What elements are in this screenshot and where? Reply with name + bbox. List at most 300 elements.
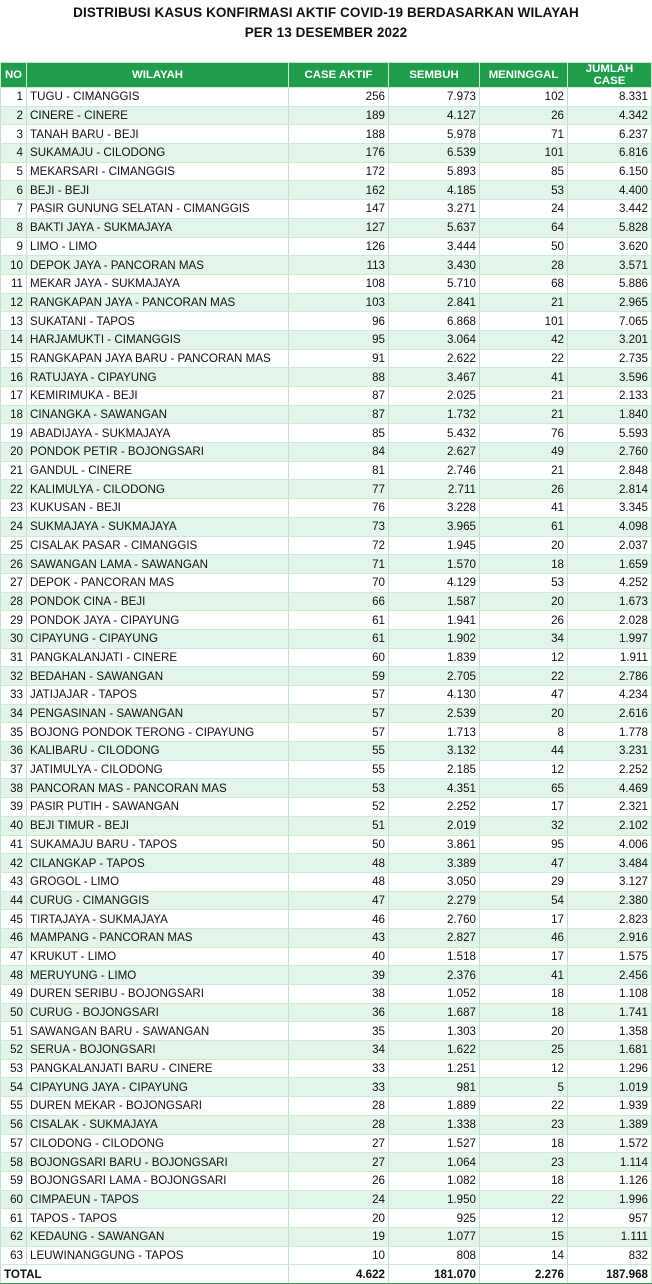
cell-no: 49 <box>1 985 27 1004</box>
table-row <box>1 106 652 125</box>
cell-no: 38 <box>1 779 27 798</box>
table-row <box>1 928 652 947</box>
cell-case-aktif: 39 <box>289 966 389 985</box>
cell-jumlah-case: 2.735 <box>568 349 652 368</box>
table-row <box>1 1171 652 1190</box>
cell-no: 3 <box>1 125 27 144</box>
cell-no: 15 <box>1 349 27 368</box>
cell-no: 17 <box>1 387 27 406</box>
cell-meninggal: 44 <box>480 742 568 761</box>
cell-meninggal: 85 <box>480 162 568 181</box>
cell-case-aktif: 108 <box>289 274 389 293</box>
cell-jumlah-case: 2.848 <box>568 461 652 480</box>
cell-no: 43 <box>1 872 27 891</box>
cell-wilayah: SUKAMAJU BARU - TAPOS <box>27 835 289 854</box>
cell-no: 34 <box>1 704 27 723</box>
table-row <box>1 947 652 966</box>
cell-meninggal: 28 <box>480 256 568 275</box>
cell-sembuh: 6.539 <box>389 144 480 163</box>
cell-case-aktif: 103 <box>289 293 389 312</box>
cell-case-aktif: 96 <box>289 312 389 331</box>
cell-case-aktif: 38 <box>289 985 389 1004</box>
cell-jumlah-case: 1.659 <box>568 555 652 574</box>
cell-wilayah: BEJI TIMUR - BEJI <box>27 816 289 835</box>
cell-no: 11 <box>1 274 27 293</box>
cell-wilayah: LIMO - LIMO <box>27 237 289 256</box>
cell-meninggal: 49 <box>480 443 568 462</box>
cell-jumlah-case: 1.911 <box>568 648 652 667</box>
cell-wilayah: BAKTI JAYA - SUKMAJAYA <box>27 218 289 237</box>
cell-jumlah-case: 4.342 <box>568 106 652 125</box>
cell-jumlah-case: 2.380 <box>568 891 652 910</box>
cell-sembuh: 1.687 <box>389 1003 480 1022</box>
cell-wilayah: PONDOK CINA - BEJI <box>27 592 289 611</box>
cell-wilayah: SUKATANI - TAPOS <box>27 312 289 331</box>
cell-meninggal: 95 <box>480 835 568 854</box>
table-row <box>1 1003 652 1022</box>
cell-meninggal: 26 <box>480 480 568 499</box>
cell-meninggal: 14 <box>480 1246 568 1265</box>
table-row <box>1 162 652 181</box>
cell-meninggal: 18 <box>480 555 568 574</box>
cell-meninggal: 20 <box>480 592 568 611</box>
cell-wilayah: CURUG - CIMANGGIS <box>27 891 289 910</box>
cell-case-aktif: 28 <box>289 1097 389 1116</box>
cell-case-aktif: 59 <box>289 667 389 686</box>
cell-no: 52 <box>1 1041 27 1060</box>
cell-meninggal: 22 <box>480 1190 568 1209</box>
cell-case-aktif: 48 <box>289 854 389 873</box>
cell-wilayah: SUKMAJAYA - SUKMAJAYA <box>27 517 289 536</box>
cell-sembuh: 4.130 <box>389 686 480 705</box>
cell-no: 55 <box>1 1097 27 1116</box>
cell-sembuh: 3.389 <box>389 854 480 873</box>
cell-case-aktif: 52 <box>289 798 389 817</box>
cell-no: 63 <box>1 1246 27 1265</box>
cell-no: 39 <box>1 798 27 817</box>
cell-meninggal: 42 <box>480 330 568 349</box>
cell-meninggal: 12 <box>480 1059 568 1078</box>
cell-sembuh: 5.978 <box>389 125 480 144</box>
cell-jumlah-case: 5.828 <box>568 218 652 237</box>
cell-sembuh: 3.132 <box>389 742 480 761</box>
cell-case-aktif: 76 <box>289 499 389 518</box>
cell-meninggal: 29 <box>480 872 568 891</box>
cell-jumlah-case: 4.400 <box>568 181 652 200</box>
cell-wilayah: GANDUL - CINERE <box>27 461 289 480</box>
cell-jumlah-case: 6.816 <box>568 144 652 163</box>
cell-sembuh: 1.587 <box>389 592 480 611</box>
cell-case-aktif: 33 <box>289 1059 389 1078</box>
cell-case-aktif: 127 <box>289 218 389 237</box>
cell-no: 59 <box>1 1171 27 1190</box>
cell-jumlah-case: 3.596 <box>568 368 652 387</box>
report-date: PER 13 DESEMBER 2022 <box>244 25 408 40</box>
cell-no: 36 <box>1 742 27 761</box>
table-row <box>1 125 652 144</box>
cell-wilayah: RANGKAPAN JAYA - PANCORAN MAS <box>27 293 289 312</box>
cell-meninggal: 47 <box>480 854 568 873</box>
cell-no: 8 <box>1 218 27 237</box>
cell-jumlah-case: 2.916 <box>568 928 652 947</box>
cell-no: 31 <box>1 648 27 667</box>
cell-meninggal: 102 <box>480 88 568 107</box>
cell-wilayah: ABADIJAYA - SUKMAJAYA <box>27 424 289 443</box>
cell-no: 21 <box>1 461 27 480</box>
cell-no: 6 <box>1 181 27 200</box>
cell-meninggal: 24 <box>480 200 568 219</box>
cell-meninggal: 23 <box>480 1153 568 1172</box>
cell-sembuh: 3.050 <box>389 872 480 891</box>
cell-case-aktif: 27 <box>289 1134 389 1153</box>
cell-meninggal: 25 <box>480 1041 568 1060</box>
cell-no: 14 <box>1 330 27 349</box>
cell-sembuh: 1.732 <box>389 405 480 424</box>
cell-jumlah-case: 4.006 <box>568 835 652 854</box>
cell-sembuh: 2.760 <box>389 910 480 929</box>
cell-no: 24 <box>1 517 27 536</box>
cell-no: 5 <box>1 162 27 181</box>
cell-case-aktif: 48 <box>289 872 389 891</box>
cell-jumlah-case: 1.575 <box>568 947 652 966</box>
table-row <box>1 723 652 742</box>
total-row <box>1 1265 652 1284</box>
cell-meninggal: 22 <box>480 349 568 368</box>
cell-no: 58 <box>1 1153 27 1172</box>
cell-sembuh: 1.839 <box>389 648 480 667</box>
cell-jumlah-case: 2.823 <box>568 910 652 929</box>
table-row <box>1 1153 652 1172</box>
cell-wilayah: TAPOS - TAPOS <box>27 1209 289 1228</box>
cell-meninggal: 17 <box>480 947 568 966</box>
cell-sembuh: 1.950 <box>389 1190 480 1209</box>
table-row <box>1 368 652 387</box>
cell-no: 7 <box>1 200 27 219</box>
cell-case-aktif: 126 <box>289 237 389 256</box>
cell-jumlah-case: 1.126 <box>568 1171 652 1190</box>
cell-no: 25 <box>1 536 27 555</box>
table-row <box>1 742 652 761</box>
cell-sembuh: 1.518 <box>389 947 480 966</box>
cell-jumlah-case: 4.234 <box>568 686 652 705</box>
cell-sembuh: 1.303 <box>389 1022 480 1041</box>
table-row <box>1 1078 652 1097</box>
cell-case-aktif: 256 <box>289 88 389 107</box>
table-row <box>1 349 652 368</box>
table-row <box>1 200 652 219</box>
cell-no: 22 <box>1 480 27 499</box>
table-row <box>1 985 652 1004</box>
table-row <box>1 461 652 480</box>
cell-case-aktif: 51 <box>289 816 389 835</box>
cell-meninggal: 54 <box>480 891 568 910</box>
cell-no: 33 <box>1 686 27 705</box>
cell-sembuh: 2.622 <box>389 349 480 368</box>
cell-meninggal: 68 <box>480 274 568 293</box>
cell-jumlah-case: 5.886 <box>568 274 652 293</box>
cell-jumlah-case: 1.840 <box>568 405 652 424</box>
cell-no: 61 <box>1 1209 27 1228</box>
table-row <box>1 1190 652 1209</box>
cell-no: 19 <box>1 424 27 443</box>
cell-case-aktif: 43 <box>289 928 389 947</box>
cell-no: 37 <box>1 760 27 779</box>
cell-jumlah-case: 8.331 <box>568 88 652 107</box>
cell-meninggal: 65 <box>480 779 568 798</box>
cell-jumlah-case: 2.102 <box>568 816 652 835</box>
cell-jumlah-case: 3.201 <box>568 330 652 349</box>
cell-wilayah: KEMIRIMUKA - BEJI <box>27 387 289 406</box>
cell-sembuh: 1.077 <box>389 1227 480 1246</box>
header-case-aktif: CASE AKTIF <box>289 63 389 88</box>
cell-no: 56 <box>1 1115 27 1134</box>
table-row <box>1 1097 652 1116</box>
cell-jumlah-case: 2.133 <box>568 387 652 406</box>
cell-wilayah: TUGU - CIMANGGIS <box>27 88 289 107</box>
table-row <box>1 611 652 630</box>
cell-wilayah: CINERE - CINERE <box>27 106 289 125</box>
table-row <box>1 312 652 331</box>
cell-case-aktif: 28 <box>289 1115 389 1134</box>
cell-jumlah-case: 3.345 <box>568 499 652 518</box>
cell-sembuh: 4.351 <box>389 779 480 798</box>
cell-meninggal: 21 <box>480 461 568 480</box>
cell-no: 28 <box>1 592 27 611</box>
cell-jumlah-case: 3.620 <box>568 237 652 256</box>
cell-sembuh: 4.185 <box>389 181 480 200</box>
cell-sembuh: 1.082 <box>389 1171 480 1190</box>
table-row <box>1 1115 652 1134</box>
cell-meninggal: 101 <box>480 312 568 331</box>
cell-wilayah: KUKUSAN - BEJI <box>27 499 289 518</box>
cell-meninggal: 21 <box>480 293 568 312</box>
table-row <box>1 910 652 929</box>
cell-meninggal: 71 <box>480 125 568 144</box>
cell-no: 20 <box>1 443 27 462</box>
cell-meninggal: 76 <box>480 424 568 443</box>
cell-jumlah-case: 1.673 <box>568 592 652 611</box>
cell-jumlah-case: 1.108 <box>568 985 652 1004</box>
cell-no: 12 <box>1 293 27 312</box>
cell-case-aktif: 95 <box>289 330 389 349</box>
total-sembuh: 181.070 <box>389 1265 480 1284</box>
cell-jumlah-case: 1.111 <box>568 1227 652 1246</box>
table-header-row <box>1 63 652 88</box>
cell-meninggal: 64 <box>480 218 568 237</box>
cell-case-aktif: 113 <box>289 256 389 275</box>
cell-no: 62 <box>1 1227 27 1246</box>
cell-sembuh: 2.376 <box>389 966 480 985</box>
cell-meninggal: 46 <box>480 928 568 947</box>
cell-sembuh: 5.432 <box>389 424 480 443</box>
cell-wilayah: KALIMULYA - CILODONG <box>27 480 289 499</box>
cell-sembuh: 3.064 <box>389 330 480 349</box>
table-row <box>1 181 652 200</box>
cell-wilayah: BOJONGSARI LAMA - BOJONGSARI <box>27 1171 289 1190</box>
cell-sembuh: 2.025 <box>389 387 480 406</box>
cell-jumlah-case: 3.442 <box>568 200 652 219</box>
table-row <box>1 816 652 835</box>
cell-wilayah: LEUWINANGGUNG - TAPOS <box>27 1246 289 1265</box>
cell-sembuh: 5.893 <box>389 162 480 181</box>
cell-jumlah-case: 3.127 <box>568 872 652 891</box>
cell-sembuh: 1.622 <box>389 1041 480 1060</box>
cell-case-aktif: 77 <box>289 480 389 499</box>
cell-wilayah: TIRTAJAYA - SUKMAJAYA <box>27 910 289 929</box>
cell-no: 53 <box>1 1059 27 1078</box>
cell-meninggal: 41 <box>480 499 568 518</box>
table-row <box>1 966 652 985</box>
cell-case-aktif: 88 <box>289 368 389 387</box>
cell-case-aktif: 57 <box>289 704 389 723</box>
cell-no: 57 <box>1 1134 27 1153</box>
cell-no: 16 <box>1 368 27 387</box>
cell-no: 48 <box>1 966 27 985</box>
table-row <box>1 854 652 873</box>
table-row <box>1 667 652 686</box>
cell-wilayah: BEDAHAN - SAWANGAN <box>27 667 289 686</box>
cell-jumlah-case: 1.389 <box>568 1115 652 1134</box>
cell-no: 60 <box>1 1190 27 1209</box>
cell-case-aktif: 71 <box>289 555 389 574</box>
cell-wilayah: SAWANGAN LAMA - SAWANGAN <box>27 555 289 574</box>
cell-no: 1 <box>1 88 27 107</box>
cell-no: 30 <box>1 629 27 648</box>
cell-wilayah: PANGKALANJATI - CINERE <box>27 648 289 667</box>
cell-jumlah-case: 5.593 <box>568 424 652 443</box>
table-row <box>1 629 652 648</box>
cell-sembuh: 3.430 <box>389 256 480 275</box>
cell-wilayah: CILANGKAP - TAPOS <box>27 854 289 873</box>
cell-wilayah: TANAH BARU - BEJI <box>27 125 289 144</box>
cell-case-aktif: 34 <box>289 1041 389 1060</box>
cell-no: 40 <box>1 816 27 835</box>
cell-case-aktif: 176 <box>289 144 389 163</box>
cell-jumlah-case: 6.150 <box>568 162 652 181</box>
cell-wilayah: KALIBARU - CILODONG <box>27 742 289 761</box>
cell-sembuh: 2.705 <box>389 667 480 686</box>
table-row <box>1 779 652 798</box>
cell-case-aktif: 33 <box>289 1078 389 1097</box>
cell-meninggal: 17 <box>480 910 568 929</box>
cell-sembuh: 4.129 <box>389 573 480 592</box>
total-meninggal: 2.276 <box>480 1265 568 1284</box>
table-row <box>1 88 652 107</box>
cell-wilayah: SERUA - BOJONGSARI <box>27 1041 289 1060</box>
cell-no: 10 <box>1 256 27 275</box>
table-row <box>1 1246 652 1265</box>
cell-wilayah: KRUKUT - LIMO <box>27 947 289 966</box>
header-meninggal: MENINGGAL <box>480 63 568 88</box>
cell-case-aktif: 35 <box>289 1022 389 1041</box>
cell-wilayah: PONDOK PETIR - BOJONGSARI <box>27 443 289 462</box>
table-body <box>1 88 652 1265</box>
cell-meninggal: 20 <box>480 536 568 555</box>
cell-wilayah: PANCORAN MAS - PANCORAN MAS <box>27 779 289 798</box>
cell-jumlah-case: 2.456 <box>568 966 652 985</box>
table-row <box>1 592 652 611</box>
cell-case-aktif: 87 <box>289 387 389 406</box>
cell-meninggal: 53 <box>480 181 568 200</box>
cell-case-aktif: 81 <box>289 461 389 480</box>
cell-sembuh: 2.252 <box>389 798 480 817</box>
cell-meninggal: 12 <box>480 648 568 667</box>
cell-jumlah-case: 3.231 <box>568 742 652 761</box>
cell-meninggal: 18 <box>480 985 568 1004</box>
cell-meninggal: 20 <box>480 704 568 723</box>
cell-sembuh: 5.710 <box>389 274 480 293</box>
cell-wilayah: BOJONGSARI BARU - BOJONGSARI <box>27 1153 289 1172</box>
table-row <box>1 573 652 592</box>
table-row <box>1 293 652 312</box>
cell-meninggal: 20 <box>480 1022 568 1041</box>
cell-wilayah: RATUJAYA - CIPAYUNG <box>27 368 289 387</box>
cell-case-aktif: 50 <box>289 835 389 854</box>
cell-wilayah: DEPOK JAYA - PANCORAN MAS <box>27 256 289 275</box>
cell-meninggal: 18 <box>480 1003 568 1022</box>
cell-sembuh: 5.637 <box>389 218 480 237</box>
cell-wilayah: CINANGKA - SAWANGAN <box>27 405 289 424</box>
cell-sembuh: 6.868 <box>389 312 480 331</box>
cell-case-aktif: 57 <box>289 723 389 742</box>
cell-sembuh: 2.279 <box>389 891 480 910</box>
cell-sembuh: 2.841 <box>389 293 480 312</box>
cell-jumlah-case: 832 <box>568 1246 652 1265</box>
table-row <box>1 387 652 406</box>
cell-case-aktif: 84 <box>289 443 389 462</box>
cell-no: 27 <box>1 573 27 592</box>
table-row <box>1 704 652 723</box>
table-row <box>1 218 652 237</box>
cell-sembuh: 3.861 <box>389 835 480 854</box>
cell-sembuh: 1.251 <box>389 1059 480 1078</box>
table-row <box>1 499 652 518</box>
table-row <box>1 760 652 779</box>
total-jumlah: 187.968 <box>568 1265 652 1284</box>
cell-sembuh: 1.570 <box>389 555 480 574</box>
table-row <box>1 648 652 667</box>
cell-case-aktif: 73 <box>289 517 389 536</box>
cell-jumlah-case: 1.778 <box>568 723 652 742</box>
cell-wilayah: PASIR GUNUNG SELATAN - CIMANGGIS <box>27 200 289 219</box>
table-row <box>1 686 652 705</box>
cell-case-aktif: 85 <box>289 424 389 443</box>
cell-jumlah-case: 2.814 <box>568 480 652 499</box>
cell-sembuh: 3.271 <box>389 200 480 219</box>
cell-jumlah-case: 6.237 <box>568 125 652 144</box>
cell-no: 50 <box>1 1003 27 1022</box>
cell-meninggal: 18 <box>480 1134 568 1153</box>
total-case-aktif: 4.622 <box>289 1265 389 1284</box>
cell-jumlah-case: 2.252 <box>568 760 652 779</box>
total-label: TOTAL <box>1 1265 289 1284</box>
cell-jumlah-case: 3.571 <box>568 256 652 275</box>
cell-no: 47 <box>1 947 27 966</box>
cell-sembuh: 2.539 <box>389 704 480 723</box>
cell-no: 26 <box>1 555 27 574</box>
header-jumlah-case: JUMLAH CASE <box>568 63 652 88</box>
cell-no: 2 <box>1 106 27 125</box>
table-row <box>1 798 652 817</box>
table-row <box>1 891 652 910</box>
table-row <box>1 872 652 891</box>
cell-sembuh: 4.127 <box>389 106 480 125</box>
table-row <box>1 330 652 349</box>
cell-sembuh: 2.185 <box>389 760 480 779</box>
cell-meninggal: 101 <box>480 144 568 163</box>
cell-meninggal: 61 <box>480 517 568 536</box>
cell-no: 13 <box>1 312 27 331</box>
